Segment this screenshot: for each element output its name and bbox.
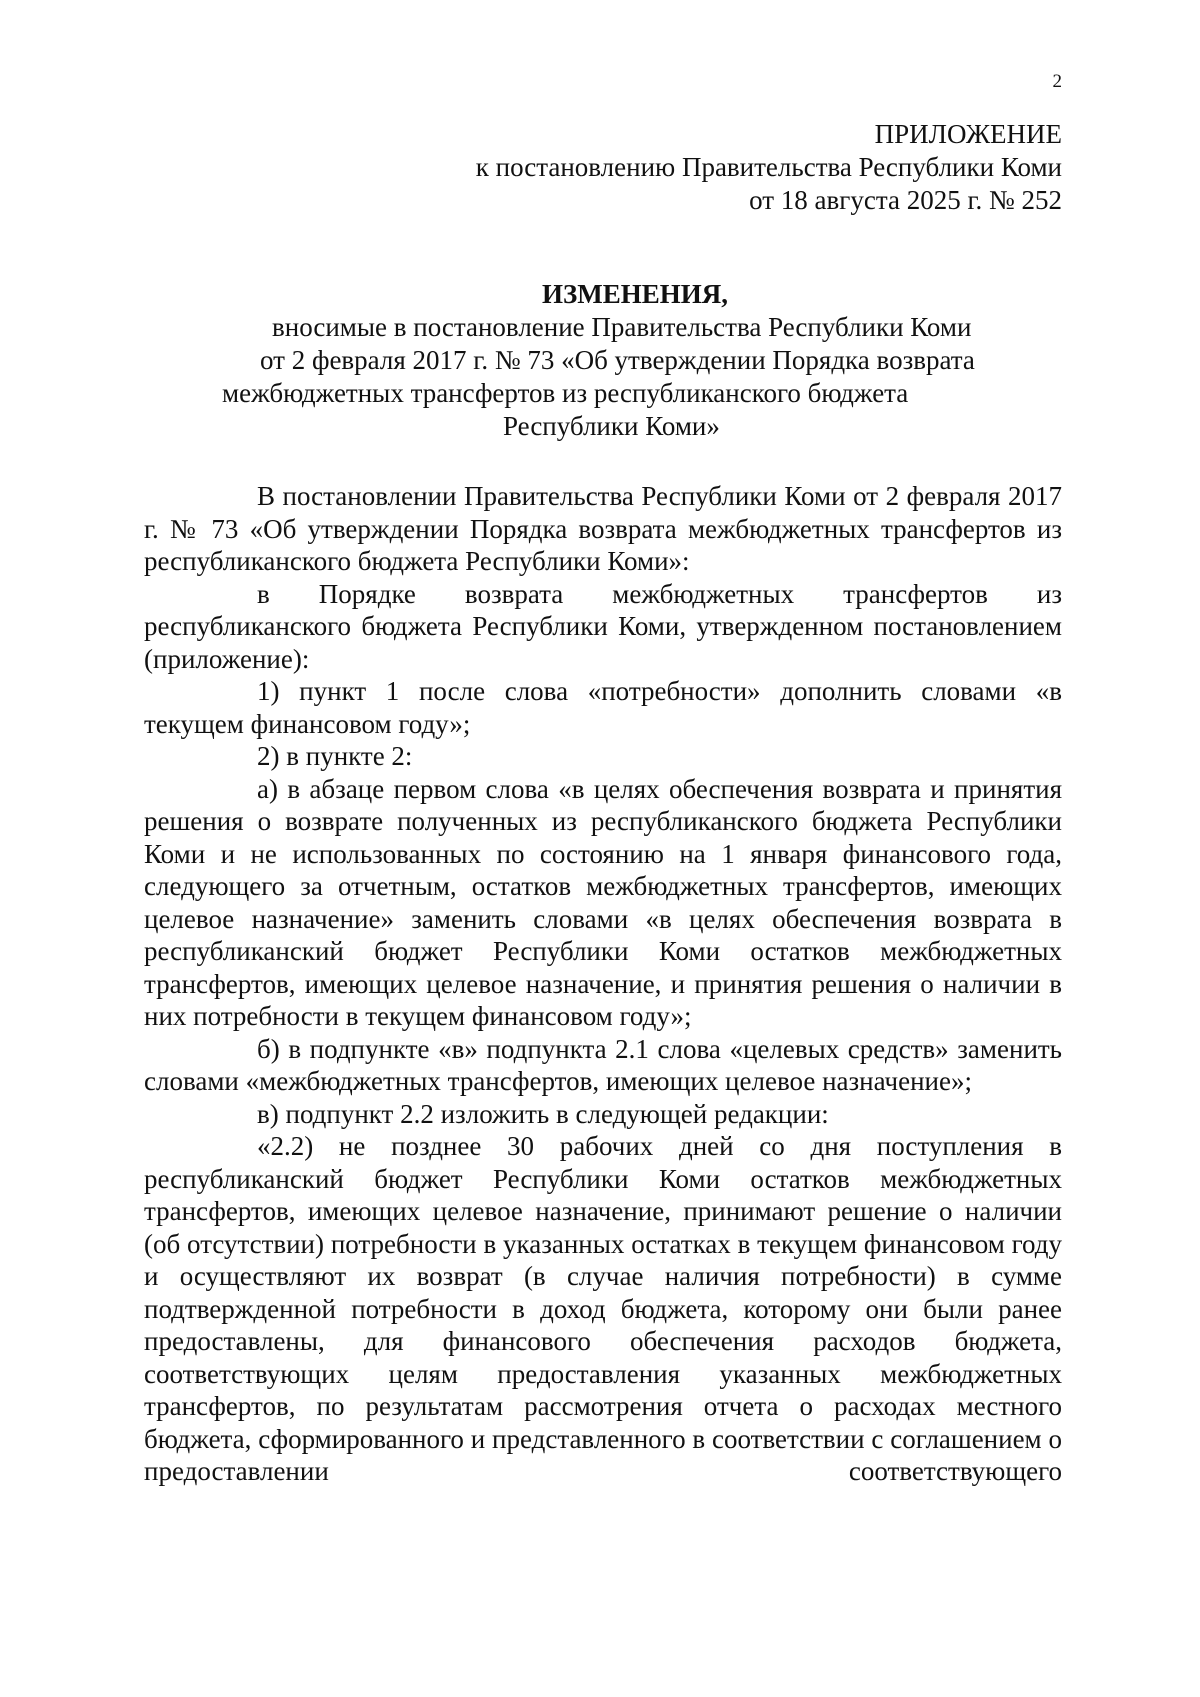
appendix-block (476, 118, 1062, 217)
document-body (144, 480, 1062, 1488)
appendix-line-1: к постановлению Правительства Республики Коми (475, 152, 1062, 182)
paragraph-item-1: 1) пункт 1 после слова «потребности» дополнить словами «в текущем финансовом году»; (144, 676, 1062, 739)
paragraph-item-2-2: «2.2) не позднее 30 рабочих дней со дня поступления в республиканский бюджет Республики Коми остатков межбюджетных трансфертов, имеющих целевое назначение, принимают решение о наличии (об отсутствии) потребности в указанных остатках в текущем финансовом году и осуществляют их возврат (в случае наличия потребности) в сумме подтвержденной потребности в доход бюджета, которому они были ранее предоставлены, для финансового обеспечения расходов бюджета, соответствующих целям предоставления указанных межбюджетных трансфертов, по результатам рассмотрения отчета о расходах местного бюджета, сформированного и представленного в соответствии с соглашением о предоставлении соответствующего (144, 1131, 1062, 1486)
paragraph-item-2: 2) в пункте 2: (257, 741, 413, 771)
appendix-title: ПРИЛОЖЕНИЕ (874, 119, 1062, 149)
paragraph-intro: В постановлении Правительства Республики Коми от 2 февраля 2017 г. № 73 «Об утверждении Порядка возврата межбюджетных трансфертов из республиканского бюджета Республики Коми»: (144, 481, 1062, 576)
paragraph-item-2b: б) в подпункте «в» подпункта 2.1 слова «целевых средств» заменить словами «межбюджетных трансфертов, имеющих целевое назначение»; (144, 1033, 1062, 1096)
paragraph-order: в Порядке возврата межбюджетных трансфертов из республиканского бюджета Республики Коми, утвержденном постановлением (приложение): (144, 578, 1062, 674)
paragraph-item-2v: в) подпункт 2.2 изложить в следующей редакции: (257, 1098, 829, 1129)
heading-line-3: межбюджетных трансфертов из республиканского бюджета (222, 378, 909, 408)
heading-title: ИЗМЕНЕНИЯ, (541, 279, 728, 309)
paragraph-item-2a: а) в абзаце первом слова «в целях обеспечения возврата и принятия решения о возврате полученных из республиканского бюджета Республики Коми и не использованных по состоянию на 1 января финансового года, следующего за отчетным, остатков межбюджетных трансфертов, имеющих целевое назначение» заменить словами «в целях обеспечения возврата в республиканский бюджет Республики Коми остатков межбюджетных трансфертов, имеющих целевое назначение, и принятия решения о наличии в них потребности в текущем финансовом году»; (144, 773, 1062, 1031)
appendix-line-2: от 18 августа 2025 г. № 252 (749, 185, 1062, 215)
document-heading (0, 278, 1200, 443)
heading-line-2: от 2 февраля 2017 г. № 73 «Об утверждении Порядка возврата (260, 345, 975, 375)
page-number: 2 (1052, 71, 1062, 92)
heading-line-1: вносимые в постановление Правительства Республики Коми (272, 312, 972, 342)
heading-line-4: Республики Коми» (503, 411, 720, 441)
